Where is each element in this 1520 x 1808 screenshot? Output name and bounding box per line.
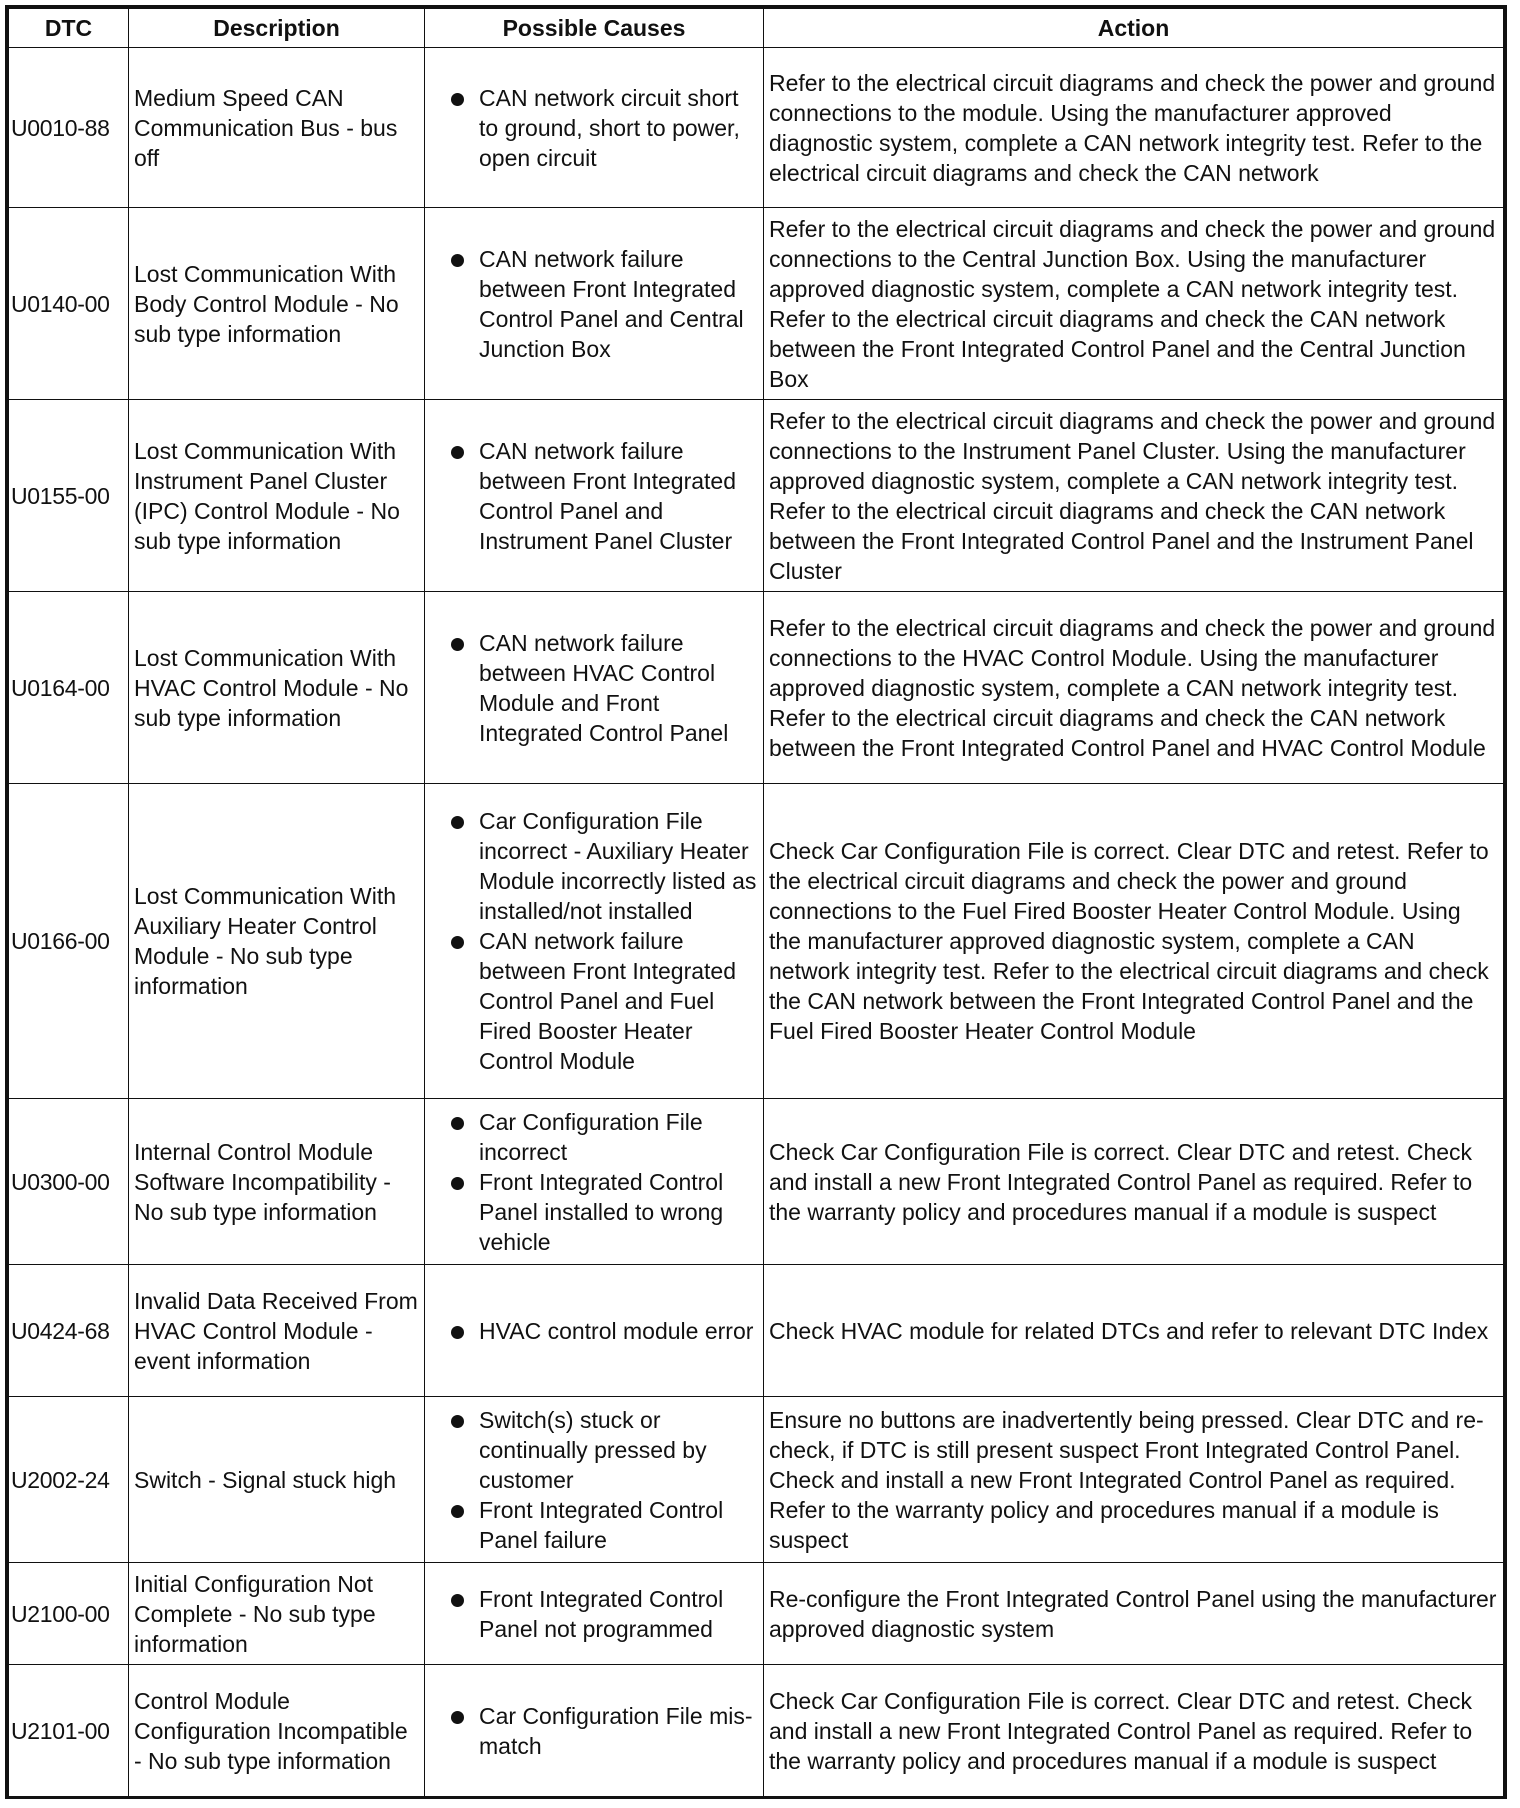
possible-causes [425, 1563, 764, 1665]
possible-causes [425, 1665, 764, 1798]
cause-item: Front Integrated Control Panel installed to wrong vehicle [425, 1167, 759, 1257]
table-row [9, 1563, 1504, 1665]
dtc-action: Refer to the electrical circuit diagrams and check the power and ground connections to the HVAC Control Module. Using the manufacturer approved diagnostic system, complete a CAN network integrity test. Refer to the electrical circuit diagrams and check the CAN network between the Front Integrated Control Panel and HVAC Control Module [764, 592, 1504, 784]
table-row [9, 784, 1504, 1099]
possible-causes [425, 48, 764, 208]
dtc-description: Internal Control Module Software Incompatibility - No sub type information [129, 1099, 425, 1265]
cause-item: Car Configuration File mis-match [425, 1701, 759, 1761]
dtc-code: U0140-00 [9, 208, 129, 400]
possible-causes [425, 1265, 764, 1397]
dtc-action: Check HVAC module for related DTCs and refer to relevant DTC Index [764, 1265, 1504, 1397]
header-description: Description [129, 9, 425, 48]
table-row [9, 1099, 1504, 1265]
dtc-code: U2100-00 [9, 1563, 129, 1665]
dtc-table-container [5, 5, 1507, 1799]
possible-causes [425, 592, 764, 784]
dtc-action: Ensure no buttons are inadvertently being pressed. Clear DTC and re-check, if DTC is still present suspect Front Integrated Control Panel. Check and install a new Front Integrated Control Panel as required. Refer to the warranty policy and procedures manual if a module is suspect [764, 1397, 1504, 1563]
table-row [9, 1397, 1504, 1563]
dtc-code: U0164-00 [9, 592, 129, 784]
table-row [9, 48, 1504, 208]
dtc-description: Initial Configuration Not Complete - No sub type information [129, 1563, 425, 1665]
table-row [9, 592, 1504, 784]
dtc-code: U0010-88 [9, 48, 129, 208]
possible-causes [425, 1397, 764, 1563]
dtc-code: U0155-00 [9, 400, 129, 592]
dtc-action: Re-configure the Front Integrated Control Panel using the manufacturer approved diagnostic system [764, 1563, 1504, 1665]
cause-item: CAN network failure between Front Integrated Control Panel and Instrument Panel Cluster [425, 436, 759, 556]
cause-item: CAN network failure between Front Integrated Control Panel and Central Junction Box [425, 244, 759, 364]
table-row [9, 1665, 1504, 1798]
dtc-description: Lost Communication With Auxiliary Heater Control Module - No sub type information [129, 784, 425, 1099]
dtc-description: Control Module Configuration Incompatible - No sub type information [129, 1665, 425, 1798]
cause-item: HVAC control module error [425, 1316, 759, 1346]
dtc-action: Refer to the electrical circuit diagrams and check the power and ground connections to the Instrument Panel Cluster. Using the manufacturer approved diagnostic system, complete a CAN network integrity test. Refer to the electrical circuit diagrams and check the CAN network between the Front Integrated Control Panel and the Instrument Panel Cluster [764, 400, 1504, 592]
header-row [9, 9, 1504, 48]
dtc-description: Switch - Signal stuck high [129, 1397, 425, 1563]
dtc-code: U0300-00 [9, 1099, 129, 1265]
dtc-action: Check Car Configuration File is correct. Clear DTC and retest. Refer to the electrical circuit diagrams and check the power and ground connections to the Fuel Fired Booster Heater Control Module. Using the manufacturer approved diagnostic system, complete a CAN network integrity test. Refer to the electrical circuit diagrams and check the CAN network between the Front Integrated Control Panel and the Fuel Fired Booster Heater Control Module [764, 784, 1504, 1099]
dtc-action: Check Car Configuration File is correct. Clear DTC and retest. Check and install a new Front Integrated Control Panel as required. Refer to the warranty policy and procedures manual if a module is suspect [764, 1099, 1504, 1265]
possible-causes [425, 208, 764, 400]
cause-item: Front Integrated Control Panel not programmed [425, 1584, 759, 1644]
dtc-description: Lost Communication With Instrument Panel Cluster (IPC) Control Module - No sub type information [129, 400, 425, 592]
table-row [9, 400, 1504, 592]
dtc-description: Invalid Data Received From HVAC Control Module - event information [129, 1265, 425, 1397]
header-action: Action [764, 9, 1504, 48]
header-possible-causes: Possible Causes [425, 9, 764, 48]
possible-causes [425, 784, 764, 1099]
dtc-description: Lost Communication With Body Control Module - No sub type information [129, 208, 425, 400]
cause-item: Car Configuration File incorrect - Auxiliary Heater Module incorrectly listed as installed/not installed [425, 806, 759, 926]
dtc-action: Check Car Configuration File is correct. Clear DTC and retest. Check and install a new Front Integrated Control Panel as required. Refer to the warranty policy and procedures manual if a module is suspect [764, 1665, 1504, 1798]
dtc-code: U2002-24 [9, 1397, 129, 1563]
dtc-description: Lost Communication With HVAC Control Module - No sub type information [129, 592, 425, 784]
cause-item: CAN network failure between Front Integrated Control Panel and Fuel Fired Booster Heater Control Module [425, 926, 759, 1076]
possible-causes [425, 1099, 764, 1265]
table-row [9, 1265, 1504, 1397]
dtc-table [8, 8, 1504, 1798]
dtc-code: U2101-00 [9, 1665, 129, 1798]
cause-item: Switch(s) stuck or continually pressed by customer [425, 1405, 759, 1495]
dtc-description: Medium Speed CAN Communication Bus - bus off [129, 48, 425, 208]
dtc-code: U0424-68 [9, 1265, 129, 1397]
cause-item: CAN network circuit short to ground, short to power, open circuit [425, 83, 759, 173]
header-dtc: DTC [9, 9, 129, 48]
table-row [9, 208, 1504, 400]
cause-item: Car Configuration File incorrect [425, 1107, 759, 1167]
cause-item: Front Integrated Control Panel failure [425, 1495, 759, 1555]
dtc-action: Refer to the electrical circuit diagrams and check the power and ground connections to the Central Junction Box. Using the manufacturer approved diagnostic system, complete a CAN network integrity test. Refer to the electrical circuit diagrams and check the CAN network between the Front Integrated Control Panel and the Central Junction Box [764, 208, 1504, 400]
dtc-code: U0166-00 [9, 784, 129, 1099]
cause-item: CAN network failure between HVAC Control Module and Front Integrated Control Panel [425, 628, 759, 748]
dtc-action: Refer to the electrical circuit diagrams and check the power and ground connections to the module. Using the manufacturer approved diagnostic system, complete a CAN network integrity test. Refer to the electrical circuit diagrams and check the CAN network [764, 48, 1504, 208]
possible-causes [425, 400, 764, 592]
